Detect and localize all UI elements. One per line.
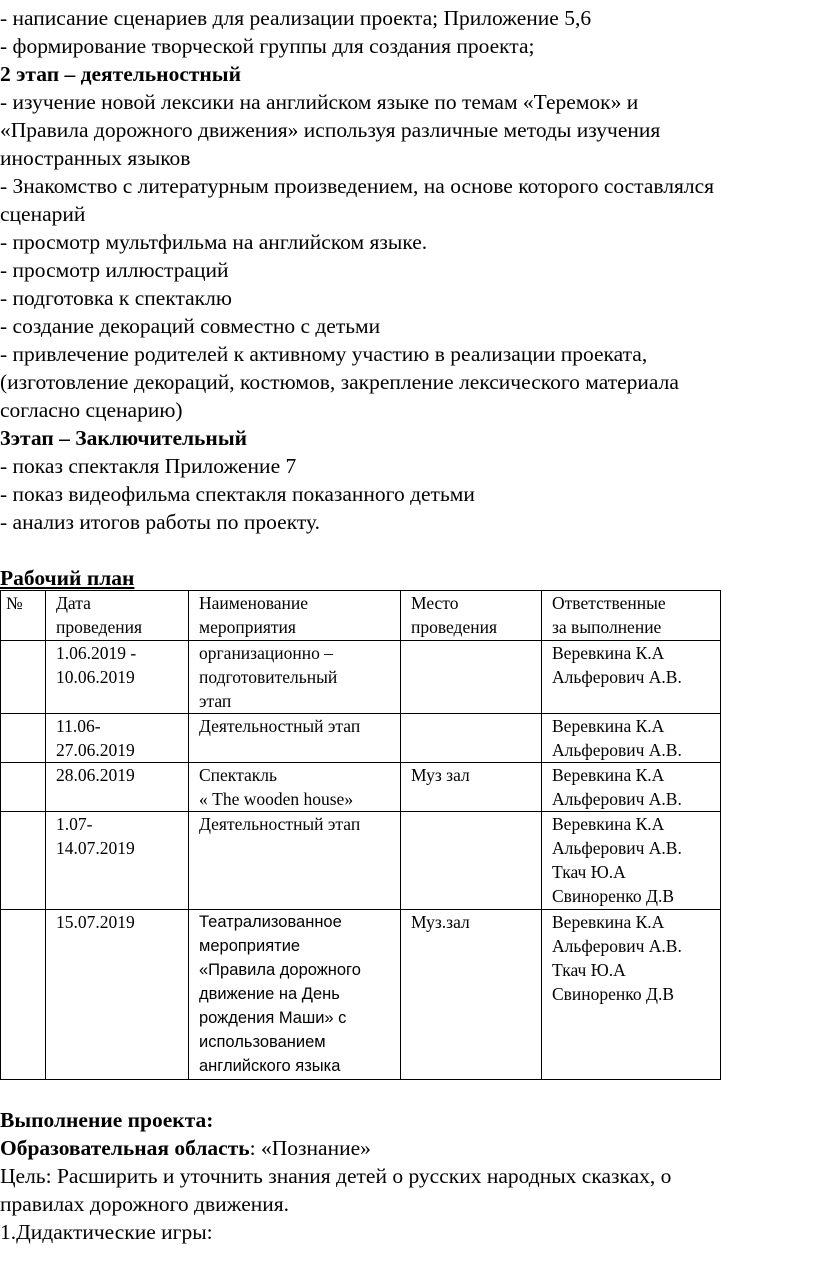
stage2-line: сценарий: [0, 202, 86, 226]
table-row: [1, 641, 721, 714]
cell-place: [401, 641, 542, 714]
cell-date: 11.06- 27.06.2019: [46, 714, 189, 763]
stage2-line: согласно сценарию): [0, 398, 183, 422]
cell-responsible: Веревкина К.А Альферович А.В.: [542, 641, 721, 714]
execution-heading: Выполнение проекта:: [0, 1108, 214, 1132]
cell-number: [1, 763, 46, 812]
cell-place: [401, 714, 542, 763]
table-row: [1, 910, 721, 1080]
stage2-heading: 2 этап – деятельностный: [0, 62, 241, 86]
cell-date: 1.07- 14.07.2019: [46, 812, 189, 910]
cell-event: Спектакль « The wooden house»: [189, 763, 401, 812]
plan-heading: Рабочий план: [0, 566, 135, 590]
header-event: Наименование мероприятия: [189, 591, 401, 641]
educational-area: [0, 1134, 371, 1162]
cell-responsible: Веревкина К.А Альферович А.В. Ткач Ю.А Свиноренко Д.В: [542, 910, 721, 1080]
stage3-line: - показ видеофильма спектакля показанного детьми: [0, 482, 475, 506]
stage3-line: - показ спектакля Приложение 7: [0, 454, 297, 478]
table-row: [1, 714, 721, 763]
stage2-line: иностранных языков: [0, 146, 191, 170]
stage2-line: - подготовка к спектаклю: [0, 286, 232, 310]
table-header-row: [1, 591, 721, 641]
educational-area-label: Образовательная область: [0, 1136, 250, 1160]
stage2-line: - просмотр иллюстраций: [0, 258, 229, 282]
cell-date: 28.06.2019: [46, 763, 189, 812]
work-plan-table: [0, 590, 721, 1080]
header-responsible: Ответственные за выполнение: [542, 591, 721, 641]
cell-number: [1, 641, 46, 714]
cell-responsible: Веревкина К.А Альферович А.В.: [542, 714, 721, 763]
stage2-line: - Знакомство с литературным произведением, на основе которого составлялся: [0, 174, 715, 198]
cell-responsible: Веревкина К.А Альферович А.В. Ткач Ю.А Свиноренко Д.В: [542, 812, 721, 910]
cell-number: [1, 910, 46, 1080]
cell-place: [401, 812, 542, 910]
stage2-line: «Правила дорожного движения» используя различные методы изучения: [0, 118, 661, 142]
cell-event: организационно – подготовительный этап: [189, 641, 401, 714]
cell-event: Театрализованное мероприятие «Правила дорожного движение на День рождения Маши» с использованием английского языка: [189, 910, 401, 1080]
cell-responsible: Веревкина К.А Альферович А.В.: [542, 763, 721, 812]
table-row: [1, 763, 721, 812]
stage2-line: - просмотр мультфильма на английском языке.: [0, 230, 428, 254]
header-date: Дата проведения: [46, 591, 189, 641]
stage1-item-scripts: - написание сценариев для реализации проекта; Приложение 5,6: [0, 6, 592, 30]
educational-area-value: : «Познание»: [249, 1136, 371, 1160]
cell-date: 15.07.2019: [46, 910, 189, 1080]
stage2-line: - создание декораций совместно с детьми: [0, 314, 381, 338]
didactic-games-item: 1.Дидактические игры:: [0, 1220, 213, 1244]
cell-number: [1, 714, 46, 763]
table-row: [1, 812, 721, 910]
header-place: Место проведения: [401, 591, 542, 641]
cell-event: Деятельностный этап: [189, 812, 401, 910]
stage1-item-group: - формирование творческой группы для создания проекта;: [0, 34, 535, 58]
stage2-line: - привлечение родителей к активному участию в реализации проеката,: [0, 342, 648, 366]
cell-place: Муз зал: [401, 763, 542, 812]
goal-line: Цель: Расширить и уточнить знания детей о русских народных сказках, о: [0, 1164, 672, 1188]
stage2-line: - изучение новой лексики на английском языке по темам «Теремок» и: [0, 90, 639, 114]
stage3-heading: 3этап – Заключительный: [0, 426, 247, 450]
cell-event: Деятельностный этап: [189, 714, 401, 763]
cell-number: [1, 812, 46, 910]
stage2-line: (изготовление декораций, костюмов, закрепление лексического материала: [0, 370, 679, 394]
header-number: №: [1, 591, 46, 641]
stage3-line: - анализ итогов работы по проекту.: [0, 510, 320, 534]
cell-date: 1.06.2019 - 10.06.2019: [46, 641, 189, 714]
goal-line: правилах дорожного движения.: [0, 1192, 290, 1216]
cell-place: Муз.зал: [401, 910, 542, 1080]
